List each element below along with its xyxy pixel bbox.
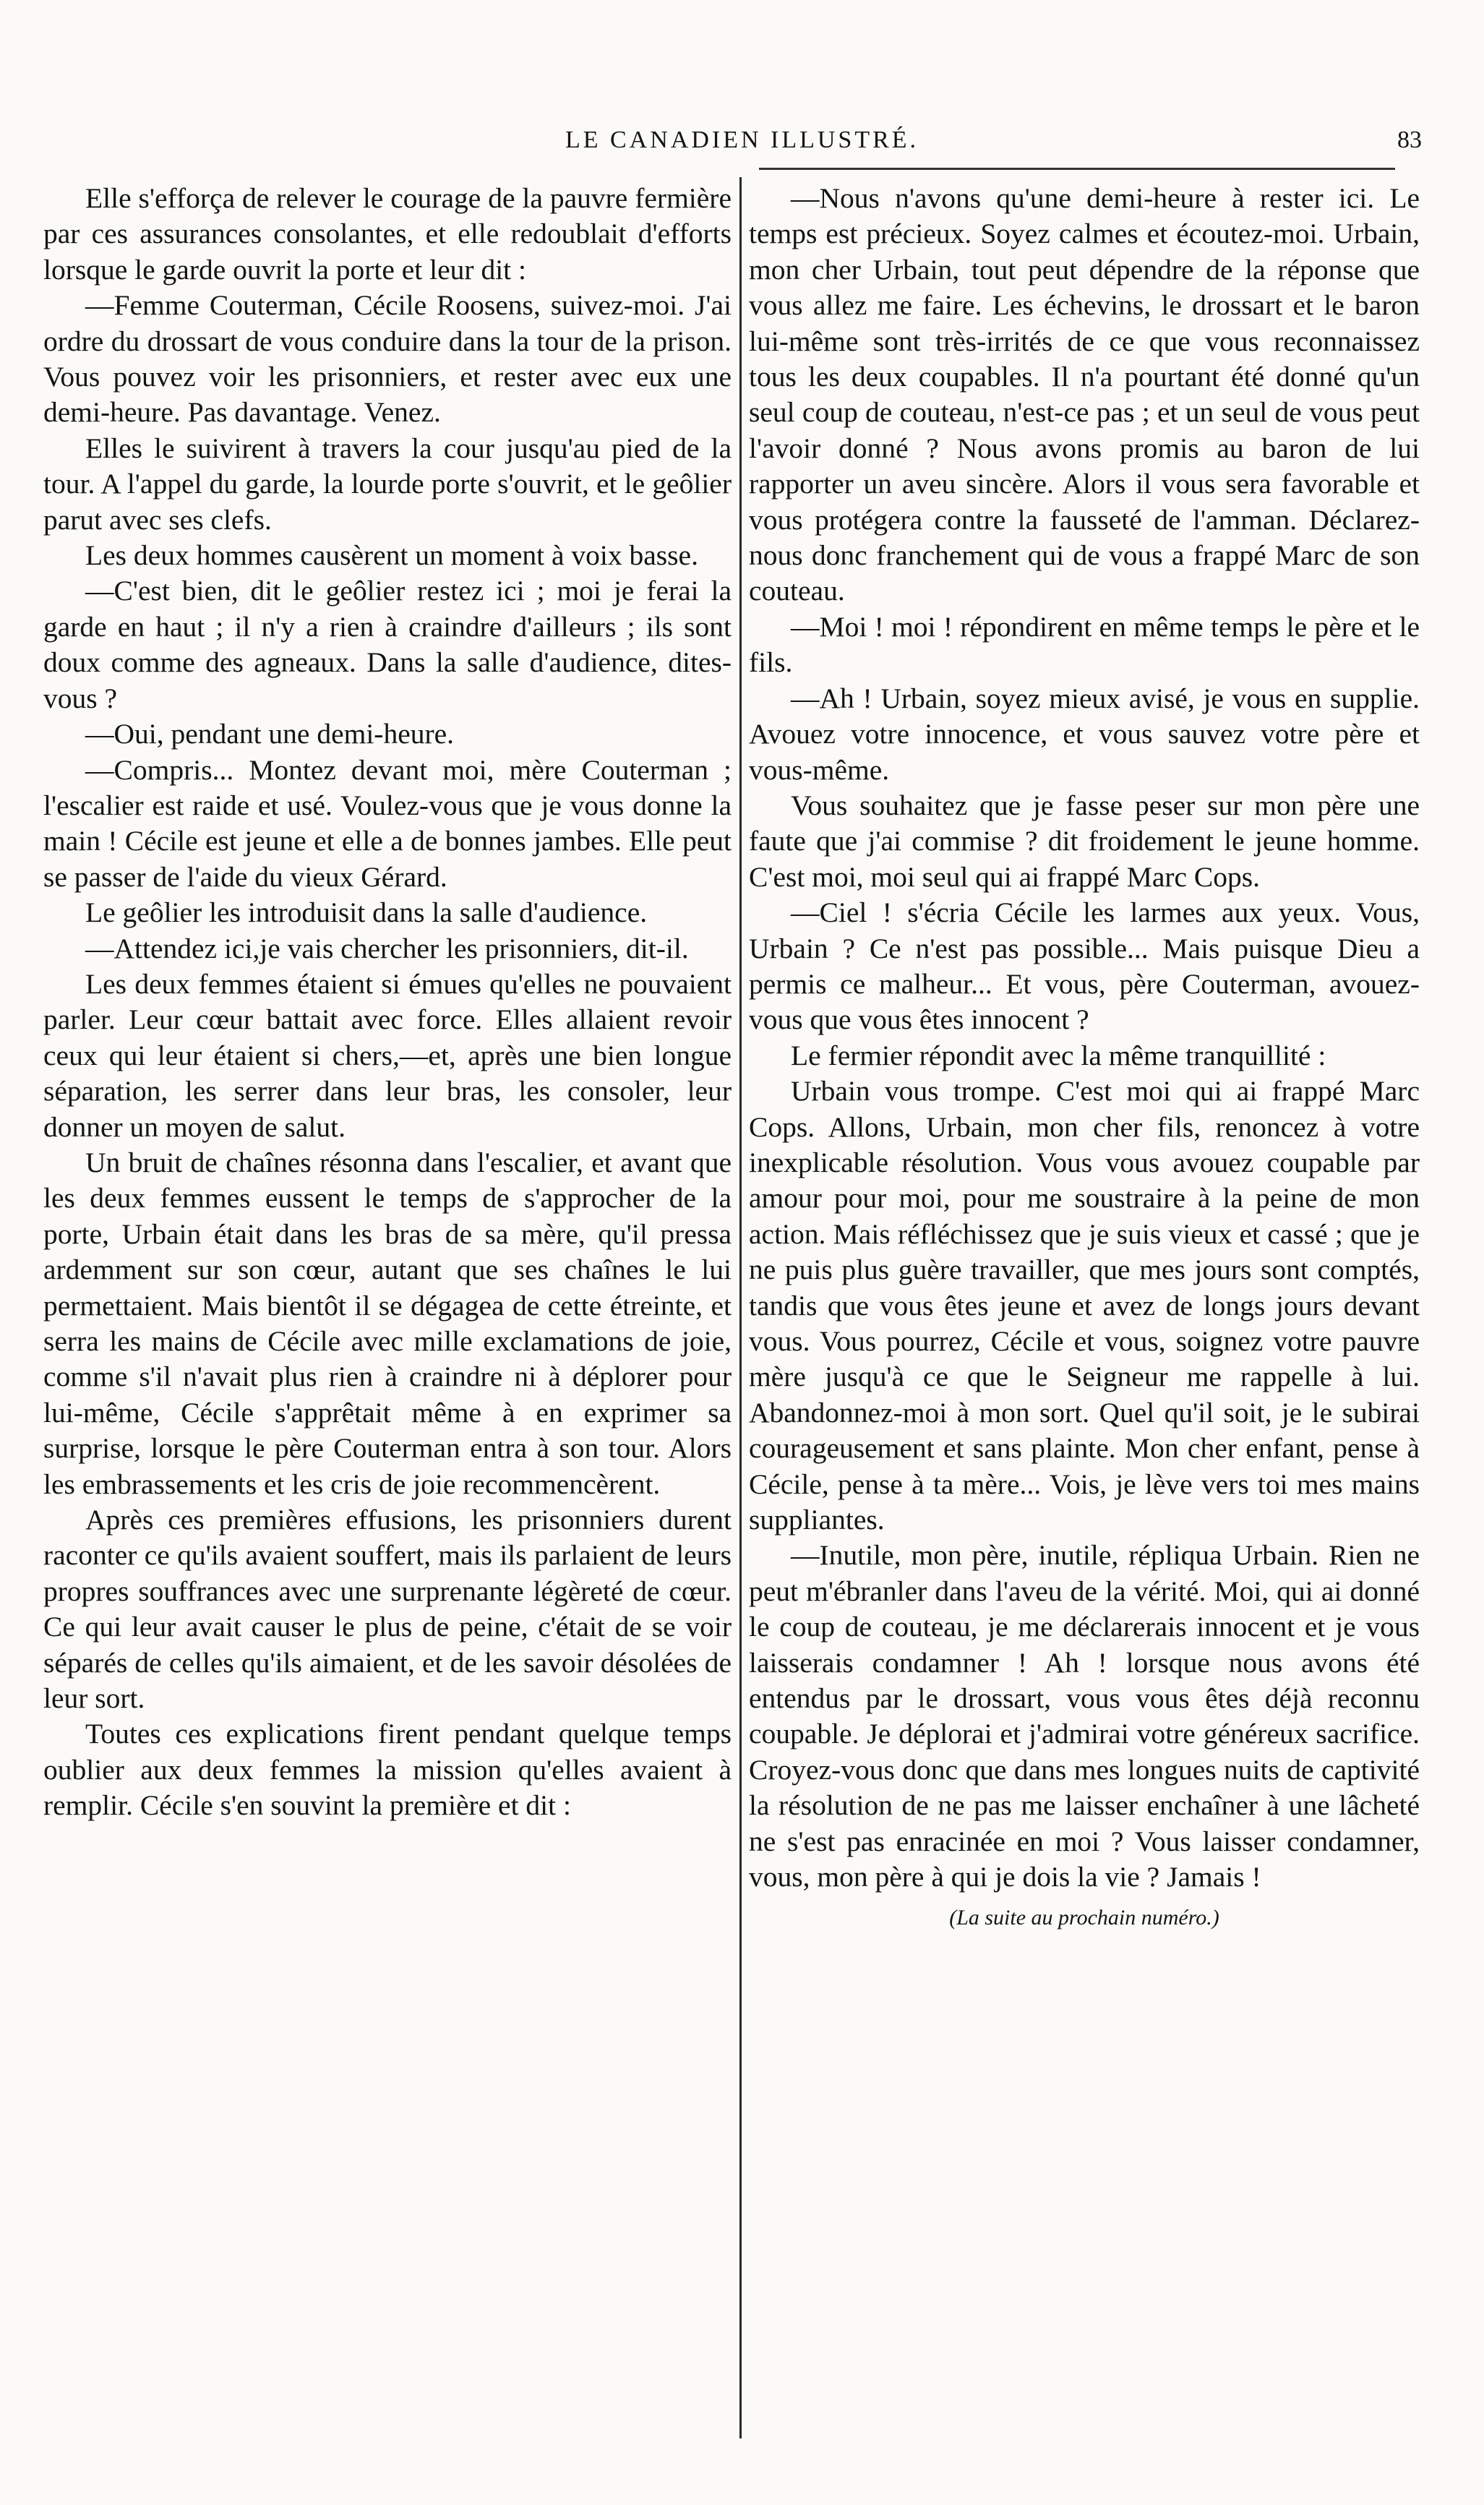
paragraph: —Oui, pendant une demi-heure. [85, 718, 455, 750]
paragraph: —Nous n'avons qu'une demi-heure à rester ici. Le temps est précieux. Soyez calmes et écoutez-moi. Urbain, mon cher Urbain, tout peut dépendre de la réponse que vous allez me faire. Les échevins, le drossart et le baron lui-même sont très-irrités de ce que vous reconnaissez tous les deux coupables. Il n'a pourtant été donné qu'un seul coup de couteau, n'est-ce pas ; et un seul de vous peut l'avoir donné ? Nous avons promis au baron de lui rapporter un aveu sincère. Alors il vous sera favorable et vous protégera contre la fausseté de l'amman. Déclarez-nous donc franchement qui de vous a frappé Marc de son couteau. [749, 182, 1420, 607]
paragraph: Les deux hommes causèrent un moment à voix basse. [85, 539, 698, 572]
right-column [749, 181, 1420, 2458]
page-header [0, 127, 1484, 170]
paragraph: —Compris... Montez devant moi, mère Couterman ; l'escalier est raide et usé. Voulez-vous que je vous donne la main ! Cécile est jeune et elle a de bonnes jambes. Elle peut se passer de l'aide du vieux Gérard. [43, 753, 732, 893]
paragraph: —C'est bien, dit le geôlier restez ici ; moi je ferai la garde en haut ; il n'y a rien à craindre d'ailleurs ; ils sont doux comme des agneaux. Dans la salle d'audience, dites-vous ? [43, 575, 732, 714]
running-title: LE CANADIEN ILLUSTRÉ. [565, 127, 919, 153]
paragraph: Après ces premières effusions, les prisonniers durent raconter ce qu'ils avaient souffert, mais ils parlaient de leurs propres souffrances avec une surprenante légèreté de cœur. Ce qui leur avait causer le plus de peine, c'était de se voir séparés de celles qu'ils aimaient, et de les savoir désolées de leur sort. [43, 1504, 732, 1715]
left-column [43, 181, 732, 2458]
paragraph: Un bruit de chaînes résonna dans l'escalier, et avant que les deux femmes eussent le temps de s'approcher de la porte, Urbain était dans les bras de sa mère, qu'il pressa ardemment sur son cœur, autant que ses chaînes le lui permettaient. Mais bientôt il se dégagea de cette étreinte, et serra les mains de Cécile avec mille exclamations de joie, comme s'il n'avait plus rien à craindre ni à déplorer pour lui-même, Cécile s'apprêtait même à en exprimer sa surprise, lorsque le père Couterman entra à son tour. Alors les embrassements et les cris de joie recommencèrent. [43, 1146, 732, 1500]
paragraph: Toutes ces explications firent pendant quelque temps oublier aux deux femmes la mission qu'elles avaient à remplir. Cécile s'en souvint la première et dit : [43, 1718, 732, 1822]
paragraph: —Femme Couterman, Cécile Roosens, suivez-moi. J'ai ordre du drossart de vous conduire dans la tour de la prison. Vous pouvez voir les prisonniers, et rester avec eux une demi-heure. Pas davantage. Venez. [43, 289, 732, 429]
paragraph: Urbain vous trompe. C'est moi qui ai frappé Marc Cops. Allons, Urbain, mon cher fils, renoncez à votre inexplicable résolution. Vous vous avouez coupable par amour pour moi, pour me soustraire à la peine de mon action. Mais réfléchissez que je suis vieux et cassé ; que je ne puis plus guère travailler, que mes jours sont comptés, tandis que vous êtes jeune et avez de longs jours devant vous. Vous pourrez, Cécile et vous, soignez votre pauvre mère jusqu'à ce que le Seigneur me rappelle à lui. Abandonnez-moi à mon sort. Quel qu'il soit, je le subirai courageusement et sans plainte. Mon cher enfant, pense à Cécile, pense à ta mère... Vois, je lève vers toi mes mains suppliantes. [749, 1075, 1420, 1536]
continued-note: (La suite au prochain numéro.) [949, 1905, 1219, 1930]
paragraph: Elles le suivirent à travers la cour jusqu'au pied de la tour. A l'appel du garde, la lourde porte s'ouvrit, et le geôlier parut avec ses clefs. [43, 432, 732, 536]
paragraph: Les deux femmes étaient si émues qu'elles ne pouvaient parler. Leur cœur battait avec force. Elles allaient revoir ceux qui leur étaient si chers,—et, après une bien longue séparation, les serrer dans leur bras, les consoler, leur donner un moyen de salut. [43, 967, 732, 1143]
paragraph: —Attendez ici,je vais chercher les prisonniers, dit-il. [85, 932, 689, 964]
paragraph: Elle s'efforça de relever le courage de la pauvre fermière par ces assurances consolantes, et elle redoublait d'efforts lorsque le garde ouvrit la porte et leur dit : [43, 182, 732, 286]
paragraph: Le geôlier les introduisit dans la salle d'audience. [85, 896, 648, 929]
column-divider [739, 177, 742, 2438]
page-number: 83 [1397, 127, 1422, 153]
header-rule [759, 168, 1395, 170]
paragraph: —Inutile, mon père, inutile, répliqua Urbain. Rien ne peut m'ébranler dans l'aveu de la vérité. Moi, qui ai donné le coup de couteau, je me déclarerais innocent et je vous laisserais condamner ! Ah ! lorsque nous avons été entendus par le drossart, vous vous êtes déjà reconnu coupable. Je déplorai et j'admirai votre généreux sacrifice. Croyez-vous donc que dans mes longues nuits de captivité la résolution de ne pas me laisser enchaîner à une lâcheté ne s'est pas enracinée en moi ? Vous laisser condamner, vous, mon père à qui je dois la vie ? Jamais ! [749, 1539, 1420, 1893]
paragraph: Vous souhaitez que je fasse peser sur mon père une faute que j'ai commise ? dit froidement le jeune homme. C'est moi, moi seul qui ai frappé Marc Cops. [749, 789, 1420, 893]
paragraph: Le fermier répondit avec la même tranquillité : [791, 1039, 1326, 1071]
paragraph: —Ciel ! s'écria Cécile les larmes aux yeux. Vous, Urbain ? Ce n'est pas possible... Mais puisque Dieu a permis ce malheur... Et vous, père Couterman, avouez-vous que vous êtes innocent ? [749, 896, 1420, 1036]
paragraph: —Ah ! Urbain, soyez mieux avisé, je vous en supplie. Avouez votre innocence, et vous sauvez votre père et vous-même. [749, 682, 1420, 786]
paragraph: —Moi ! moi ! répondirent en même temps le père et le fils. [749, 610, 1420, 679]
